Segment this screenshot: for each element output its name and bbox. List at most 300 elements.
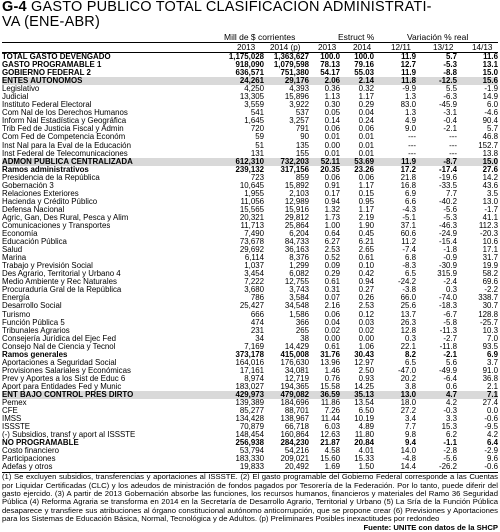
row-value: 11.6 xyxy=(483,53,498,61)
table-row xyxy=(2,150,498,158)
row-value: 164,016 xyxy=(235,358,264,367)
row-value: 0.06 xyxy=(324,173,340,182)
row-value: 27.4 xyxy=(482,399,498,408)
row-label: ENTES AUTÓNOMOS xyxy=(2,77,217,85)
row-label: Consejo Nal de Ciencia y Tecnol xyxy=(2,342,116,351)
row-label: Energía xyxy=(2,294,30,303)
row-value: 366 xyxy=(295,318,309,327)
row-value: 100.0 xyxy=(354,53,374,61)
table-row xyxy=(2,391,498,399)
row-value: 15.60 xyxy=(320,455,340,464)
table-row xyxy=(2,439,498,447)
row-value: 15.0 xyxy=(482,69,498,78)
row-value: 6.2 xyxy=(446,431,457,440)
row-label: Aport para Entidades Fed y Munic xyxy=(2,382,122,391)
row-label: Procuraduría Gral de la República xyxy=(2,286,122,295)
row-value: 1.17 xyxy=(358,181,374,190)
row-value: 0.45 xyxy=(358,230,374,239)
row-value: 7.7 xyxy=(446,189,457,198)
row-value: 16.8 xyxy=(400,181,416,190)
row-value: 6.8 xyxy=(405,254,416,263)
row-value: 0.00 xyxy=(358,334,374,343)
row-label: Marina xyxy=(2,254,27,263)
year-6: 14/13 xyxy=(472,43,493,52)
row-value: -2.1 xyxy=(443,350,457,359)
row-label: CFE xyxy=(2,407,18,416)
table-row xyxy=(2,327,498,335)
row-value: 100.0 xyxy=(320,53,340,61)
row-value: 15.3 xyxy=(441,423,457,432)
row-value: 66.0 xyxy=(400,294,416,303)
row-value: 2.16 xyxy=(324,302,340,311)
row-value: 0.06 xyxy=(324,310,340,319)
row-value: 138,967 xyxy=(280,415,309,424)
row-value: 0.06 xyxy=(358,173,374,182)
row-value: 0.05 xyxy=(324,109,340,118)
table-row xyxy=(2,85,498,93)
row-value: -8.8 xyxy=(443,69,457,78)
row-label: IMSS xyxy=(2,415,22,424)
table-row xyxy=(2,77,498,85)
row-value: 160,864 xyxy=(280,431,309,440)
row-value: 20,492 xyxy=(284,463,309,472)
row-value: 15.0 xyxy=(457,158,498,166)
row-value: 29,176 xyxy=(264,77,309,85)
row-value: -24.9 xyxy=(439,230,457,239)
row-value: 54.17 xyxy=(320,69,340,78)
row-value: 6,114 xyxy=(244,254,264,263)
row-value: 5.7 xyxy=(487,125,498,134)
row-value: 52.11 xyxy=(309,158,340,166)
row-value: -0.3 xyxy=(443,407,457,416)
table-row xyxy=(2,125,498,133)
row-value: 155 xyxy=(295,149,309,158)
row-value: 139,389 xyxy=(235,399,264,408)
row-value: -5.1 xyxy=(402,213,416,222)
row-value: 0.91 xyxy=(324,181,340,190)
table-row xyxy=(2,431,498,439)
row-value: 0.01 xyxy=(324,133,340,142)
row-value: 315.9 xyxy=(437,270,457,279)
table-row xyxy=(2,270,498,278)
row-value: -11.3 xyxy=(439,326,457,335)
row-value: 34,081 xyxy=(284,366,309,375)
row-value: 59 xyxy=(255,133,264,142)
row-label: Agric, Gan, Des Rural, Pesca y Alim xyxy=(2,213,129,222)
row-value: -20.3 xyxy=(480,230,498,239)
row-label: NO PROGRAMABLE xyxy=(2,439,79,448)
row-value: 4,250 xyxy=(244,85,264,94)
row-value: 30.43 xyxy=(354,350,374,359)
row-value: 6.4 xyxy=(487,439,498,448)
row-label: Prev y Aportes a los Sist de Educ 6 xyxy=(2,374,126,383)
row-value: 12.8 xyxy=(400,326,416,335)
table-row xyxy=(2,101,498,109)
row-value: 666 xyxy=(250,310,264,319)
row-value: 51 xyxy=(255,141,264,150)
title-line1: GASTO PÚBLICO TOTAL CLASIFICACIÓN ADMINISTRATI- xyxy=(26,0,432,15)
row-value: 41.1 xyxy=(482,213,498,222)
row-value: 85,277 xyxy=(239,407,264,416)
row-value: 13.8 xyxy=(482,149,498,158)
row-label: Medio Ambiente y Rec Naturales xyxy=(2,278,117,287)
row-value: --- xyxy=(408,133,416,142)
row-value: -33.5 xyxy=(439,181,457,190)
row-value: 15,896 xyxy=(284,93,309,102)
row-value: 11.8 xyxy=(374,77,416,85)
page xyxy=(2,0,498,532)
row-value: 0.64 xyxy=(324,230,340,239)
row-value: 0.00 xyxy=(324,334,340,343)
row-value: 7.26 xyxy=(324,407,340,416)
row-value: -6.7 xyxy=(443,310,457,319)
row-value: -4.3 xyxy=(402,205,416,214)
row-value: 1.32 xyxy=(324,205,340,214)
row-value: 8,974 xyxy=(244,374,264,383)
table-row xyxy=(2,93,498,101)
table-row xyxy=(2,198,498,206)
row-value: 0.01 xyxy=(358,133,374,142)
row-label: Educación Pública xyxy=(2,238,67,247)
row-value: 34 xyxy=(255,334,264,343)
row-value: 1,079,598 xyxy=(273,61,309,70)
row-value: -12.5 xyxy=(416,77,457,85)
row-value: -1.1 xyxy=(443,439,457,448)
row-value: 6.0 xyxy=(487,101,498,110)
row-value: -3.8 xyxy=(402,286,416,295)
row-label: Legislativo xyxy=(2,85,40,94)
row-value: 60.6 xyxy=(400,230,416,239)
row-value: 0.30 xyxy=(324,101,340,110)
row-value: 128.8 xyxy=(478,310,498,319)
row-value: 1,586 xyxy=(289,310,309,319)
row-value: 9.4 xyxy=(405,439,416,448)
row-value: 4.89 xyxy=(358,423,374,432)
row-value: -1.8 xyxy=(443,246,457,255)
row-value: 134,428 xyxy=(235,415,264,424)
table-row xyxy=(2,61,498,69)
row-value: 1.90 xyxy=(358,221,374,230)
row-value: 6.03 xyxy=(324,423,340,432)
table-row xyxy=(2,447,498,455)
row-value: 15.6 xyxy=(457,77,498,85)
row-value: 338.7 xyxy=(478,294,498,303)
row-value: 541 xyxy=(250,109,264,118)
table-row xyxy=(2,69,498,77)
row-value: 918,090 xyxy=(235,61,264,70)
row-label: Presidencia de la República xyxy=(2,173,100,182)
row-value: 0.17 xyxy=(324,189,340,198)
row-value: -0.6 xyxy=(484,415,498,424)
row-value: 12,989 xyxy=(284,197,309,206)
row-value: 1.17 xyxy=(358,205,374,214)
row-value: 3,454 xyxy=(244,270,264,279)
row-value: 0.94 xyxy=(324,197,340,206)
table-row xyxy=(2,351,498,359)
row-value: 27.2 xyxy=(400,407,416,416)
row-value: 0.32 xyxy=(358,85,374,94)
row-value: 54,216 xyxy=(284,447,309,456)
table-row xyxy=(2,367,498,375)
row-value: --- xyxy=(449,133,457,142)
row-value: 15.58 xyxy=(320,382,340,391)
row-value: 66,718 xyxy=(284,423,309,432)
row-value: 209,021 xyxy=(280,455,309,464)
row-value: 786 xyxy=(250,294,264,303)
row-value: 152.7 xyxy=(478,141,498,150)
row-value: 723 xyxy=(250,173,264,182)
row-value: 0.29 xyxy=(358,101,374,110)
row-value: -0.4 xyxy=(443,117,457,126)
row-value: 1.3 xyxy=(405,93,416,102)
row-value: 4.2 xyxy=(446,399,457,408)
row-value: 20.35 xyxy=(320,165,340,174)
row-value: 2.14 xyxy=(340,77,374,85)
row-label: Desarrollo Social xyxy=(2,302,62,311)
row-value: 474 xyxy=(250,318,264,327)
row-value: 0.76 xyxy=(324,374,340,383)
row-value: 0.10 xyxy=(358,262,374,271)
row-value: 859 xyxy=(295,173,309,182)
year-0: 2013 xyxy=(237,43,256,52)
row-value: 0.01 xyxy=(324,149,340,158)
row-value: 0.06 xyxy=(358,125,374,134)
table-row xyxy=(2,214,498,222)
row-value: 194,365 xyxy=(280,382,309,391)
row-value: 0.02 xyxy=(324,326,340,335)
row-value: 131 xyxy=(250,149,264,158)
row-value: 3.8 xyxy=(405,382,416,391)
row-value: 429,973 xyxy=(217,391,264,399)
row-value: -25.7 xyxy=(480,318,498,327)
row-value: 26.3 xyxy=(400,318,416,327)
row-value: 19,833 xyxy=(239,463,264,472)
row-value: 3.7 xyxy=(487,358,498,367)
row-value: -2.9 xyxy=(484,447,498,456)
row-value: 43.6 xyxy=(482,181,498,190)
row-value: 183,330 xyxy=(235,455,264,464)
row-value: 22.1 xyxy=(400,342,416,351)
row-value: 3,584 xyxy=(289,294,309,303)
row-label: Inform Nal Estadística y Geográfica xyxy=(2,117,127,126)
row-value: 10,645 xyxy=(239,181,264,190)
row-value: -2.2 xyxy=(484,286,498,295)
row-value: 184,696 xyxy=(280,399,309,408)
row-value: -4.8 xyxy=(402,455,416,464)
row-value: -11.8 xyxy=(439,342,457,351)
row-value: 58.2 xyxy=(482,270,498,279)
row-label: Comunicaciones y Transportes xyxy=(2,221,111,230)
row-value: 5.6 xyxy=(446,358,457,367)
table-row xyxy=(2,166,498,174)
row-value: -8.3 xyxy=(402,262,416,271)
row-label: Economía xyxy=(2,230,38,239)
row-label: Judicial xyxy=(2,93,29,102)
row-value: 18.0 xyxy=(400,399,416,408)
row-value: 256,938 xyxy=(235,439,264,448)
row-value: 0.3 xyxy=(446,286,457,295)
row-value: 135 xyxy=(295,141,309,150)
table-row xyxy=(2,254,498,262)
row-value: 0.15 xyxy=(358,189,374,198)
row-value: 7.7 xyxy=(405,423,416,432)
row-value: -24.2 xyxy=(398,278,416,287)
row-value: 14.2 xyxy=(482,173,498,182)
row-value: 2.53 xyxy=(358,302,374,311)
row-value: --- xyxy=(449,141,457,150)
footnotes: (1) Se excluyen subsidios, transferencias y aportaciones al ISSSTE. (2) El gasto programable del Gobierno Federal corresponde a las Cuentas por Liquidar Certificadas (CLC) y los adeudos de ministración de fondos pagados por Tesorería de la Federación. Por lo tanto, puede diferir del gasto ejercido. (3) A partir de 2013 Gobernación absorbe las funciones, los recursos humanos, financieros y materiales del Ramo 36 Seguridad Pública (4) Reforma Agraria se transforma en 2014 en la Secretaría de Desarrollo Agrario, Territorial y Urbano (5) La Sría de la Función Pública desaparece y transfiere sus atribuciones al órgano constitucional autónomo anticorrupción, que se propone crear (6) Previsiones y Aportaciones para los Sistemas de Educación Básica, Normal, Tecnológica y de Adultos. (p) Preliminares Posibles inexactitudes por redondeo xyxy=(2,472,498,524)
row-value: 6.9 xyxy=(405,189,416,198)
row-value: 6,082 xyxy=(289,270,309,279)
row-value: 73,678 xyxy=(239,238,264,247)
year-header xyxy=(2,43,498,53)
row-value: 13.0 xyxy=(482,197,498,206)
row-label: Inst Federal de Telecomunicaciones xyxy=(2,149,128,158)
row-value: 29,692 xyxy=(239,246,264,255)
row-value: 1.06 xyxy=(358,342,374,351)
row-value: 1,955 xyxy=(244,189,264,198)
row-value: 6.21 xyxy=(358,238,374,247)
table-row xyxy=(2,311,498,319)
row-value: 791 xyxy=(295,125,309,134)
row-value: -7.4 xyxy=(402,246,416,255)
row-value: -5.8 xyxy=(443,318,457,327)
row-label: Pemex xyxy=(2,399,27,408)
row-value: 25,427 xyxy=(239,302,264,311)
row-value: 31.7 xyxy=(482,254,498,263)
row-label: Función Pública 5 xyxy=(2,318,65,327)
row-value: 317,156 xyxy=(280,165,309,174)
row-value: 0.26 xyxy=(358,294,374,303)
row-value: 17,161 xyxy=(239,366,264,375)
table-row xyxy=(2,206,498,214)
row-label: ADMÓN PÚBLICA CENTRALIZADA xyxy=(2,158,217,166)
row-value: 31.76 xyxy=(320,350,340,359)
row-value: 0.61 xyxy=(358,254,374,263)
row-value: 10.19 xyxy=(354,415,374,424)
row-label: Tribunales Agrarios xyxy=(2,326,70,335)
row-value: 23.26 xyxy=(354,165,374,174)
row-value: 11,713 xyxy=(240,221,264,230)
table-row xyxy=(2,335,498,343)
row-value: 11,056 xyxy=(240,197,264,206)
source-line xyxy=(2,524,498,532)
row-value: 10.6 xyxy=(482,238,498,247)
row-value: 176,630 xyxy=(280,358,309,367)
row-value: -9.9 xyxy=(402,85,416,94)
table-row xyxy=(2,278,498,286)
row-value: 284,230 xyxy=(280,439,309,448)
row-value: 0.61 xyxy=(324,278,340,287)
row-value: 13.0 xyxy=(374,391,416,399)
row-label: Provisiones Salariales y Económicas xyxy=(2,366,131,375)
row-value: 6,204 xyxy=(289,230,309,239)
row-value: 93.5 xyxy=(482,342,498,351)
data-table xyxy=(2,53,498,471)
row-value: 78.13 xyxy=(320,61,340,70)
row-value: 0.93 xyxy=(358,374,374,383)
row-value: 13.54 xyxy=(354,399,374,408)
row-value: 4.9 xyxy=(405,117,416,126)
row-value: 7,490 xyxy=(244,230,264,239)
page-title xyxy=(2,0,498,30)
row-value: -0.9 xyxy=(443,254,457,263)
row-label: Participaciones xyxy=(2,455,56,464)
row-value: 3,680 xyxy=(244,286,264,295)
row-value: 1.00 xyxy=(324,221,340,230)
table-row xyxy=(2,343,498,351)
row-value: 11.86 xyxy=(320,399,340,408)
row-value: 13.96 xyxy=(320,358,340,367)
row-value: -1.9 xyxy=(484,85,498,94)
row-value: -17.4 xyxy=(439,165,457,174)
row-value: 13.1 xyxy=(482,61,498,70)
row-value: 20.84 xyxy=(354,439,374,448)
row-value: 1.73 xyxy=(324,213,340,222)
row-value: --- xyxy=(449,149,457,158)
row-value: -40.2 xyxy=(439,197,457,206)
row-value: -26.2 xyxy=(439,463,457,472)
row-value: 12.97 xyxy=(354,358,374,367)
row-value: -49.9 xyxy=(439,366,457,375)
row-value: 0.07 xyxy=(324,294,340,303)
row-value: 11.2 xyxy=(401,238,416,247)
row-value: 1,175,028 xyxy=(228,53,264,61)
row-value: 15.33 xyxy=(354,455,374,464)
row-value: -47.0 xyxy=(398,366,416,375)
table-row xyxy=(2,359,498,367)
row-value: -45.9 xyxy=(439,101,457,110)
row-value: 14.25 xyxy=(354,382,374,391)
row-value: 53.69 xyxy=(340,158,374,166)
row-value: -4.6 xyxy=(484,109,498,118)
row-value: 30.7 xyxy=(482,302,498,311)
row-value: 0.04 xyxy=(324,318,340,327)
row-value: 79.16 xyxy=(354,61,374,70)
row-value: 25.6 xyxy=(400,302,416,311)
row-value: -1.7 xyxy=(484,205,498,214)
row-value: 4.58 xyxy=(324,447,340,456)
row-value: 612,310 xyxy=(217,158,264,166)
row-value: 2.50 xyxy=(358,366,374,375)
row-value: 112.3 xyxy=(478,221,498,230)
row-value: 265 xyxy=(295,326,309,335)
row-value: 0.3 xyxy=(405,334,416,343)
table-row xyxy=(2,133,498,141)
row-value: 88,701 xyxy=(284,407,309,416)
row-value: 0.61 xyxy=(324,342,340,351)
row-label: Defensa Nacional xyxy=(2,205,65,214)
row-value: 1.13 xyxy=(324,93,340,102)
row-value: 9.8 xyxy=(405,431,416,440)
row-value: 13.7 xyxy=(400,310,416,319)
row-value: 36.8 xyxy=(482,374,498,383)
source-text: Fuente: UNITE con datos de la SHCP xyxy=(363,522,498,532)
row-label: Adefas y otros xyxy=(2,463,53,472)
row-value: 15,916 xyxy=(284,205,309,214)
row-value: 3,922 xyxy=(289,101,309,110)
row-value: 14.0 xyxy=(400,447,416,456)
row-value: 3.4 xyxy=(405,415,416,424)
row-label: Com Nal de los Derechos Humanos xyxy=(2,109,128,118)
row-value: 8.2 xyxy=(405,350,416,359)
row-value: 1,363,627 xyxy=(273,53,309,61)
row-label: GASTO PROGRAMABLE 1 xyxy=(2,61,102,70)
row-value: 537 xyxy=(295,109,309,118)
title-line2: VA (ENE-ABR) xyxy=(2,14,101,30)
row-value: 1,299 xyxy=(289,262,309,271)
row-value: 239,132 xyxy=(235,165,264,174)
